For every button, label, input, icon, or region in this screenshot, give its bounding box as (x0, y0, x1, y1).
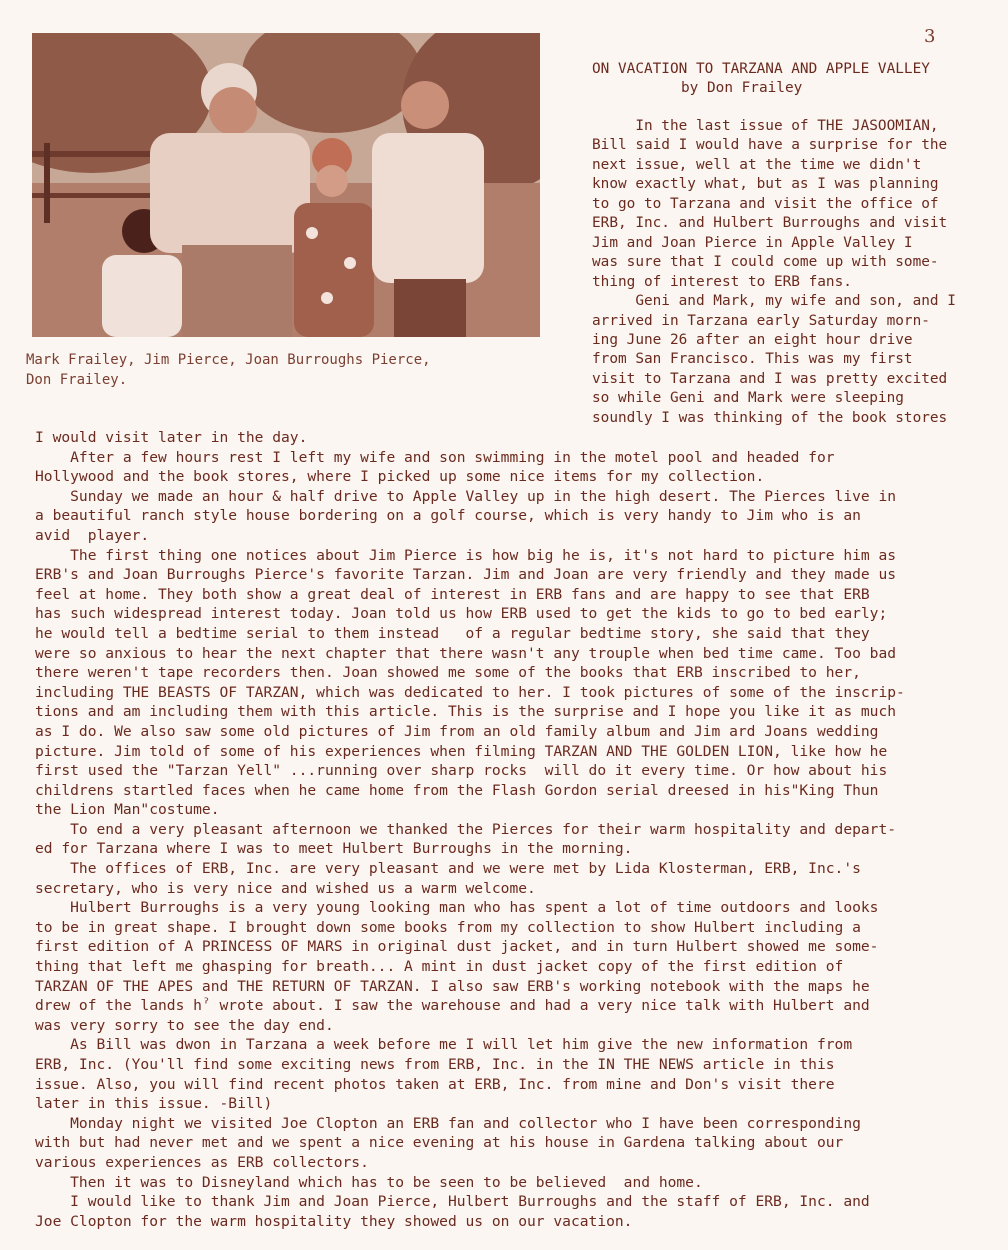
article-photo (32, 33, 540, 337)
body-paragraph (35, 859, 1000, 898)
body-paragraph (35, 1192, 1000, 1231)
body-paragraph (35, 487, 1000, 546)
text-line: know exactly what, but as I was planning (592, 176, 939, 193)
text-line: from San Francisco. This was my first (592, 351, 913, 368)
text-line: thing of interest to ERB fans. (592, 273, 852, 290)
photo-illustration (32, 33, 540, 337)
text-line: he would tell a bedtime serial to them instead of a regular bedtime story, she said that they (35, 624, 870, 642)
text-line: To end a very pleasant afternoon we thanked the Pierces for their warm hospitality and depart- (35, 820, 897, 838)
text-line: secretary, who is very nice and wished us a warm welcome. (35, 879, 536, 897)
text-line: Sunday we made an hour & half drive to Apple Valley up in the high desert. The Pierces live in (35, 487, 897, 505)
article-body-text (35, 428, 1000, 1231)
body-paragraph (35, 1035, 1000, 1113)
text-line: was sure that I could come up with some- (592, 254, 939, 271)
text-line: Then it was to Disneyland which has to be seen to be believed and home. (35, 1173, 703, 1191)
column-paragraph (592, 292, 1002, 428)
text-line: to be in great shape. I brought down some books from my collection to show Hulbert including a (35, 918, 861, 936)
text-line: feel at home. They both show a great deal of interest in ERB fans and are happy to see that ERB (35, 585, 870, 603)
text-line: I would visit later in the day. (35, 429, 308, 446)
text-line: later in this issue. -Bill) (35, 1095, 273, 1113)
text-line: In the last issue of THE JASOOMIAN, (592, 118, 939, 134)
text-line: Bill said I would have a surprise for the (592, 137, 948, 154)
text-line: issue. Also, you will find recent photos taken at ERB, Inc. from mine and Don's visit there (35, 1075, 835, 1093)
body-paragraph (35, 898, 1000, 1035)
text-line: The offices of ERB, Inc. are very pleasant and we were met by Lida Klosterman, ERB, Inc.'s (35, 860, 861, 878)
text-line: soundly I was thinking of the book stores (592, 409, 948, 426)
article-column-text (592, 117, 1002, 428)
text-line: Jim and Joan Pierce in Apple Valley I (592, 234, 913, 251)
text-line: there weren't tape recorders then. Joan showed me some of the books that ERB inscribed to her, (35, 664, 861, 682)
text-line: the Lion Man"costume. (35, 801, 220, 819)
page-number: 3 (924, 26, 936, 47)
text-line: ERB's and Joan Burroughs Pierce's favorite Tarzan. Jim and Joan are very friendly and they made us (35, 566, 897, 584)
text-line: childrens startled faces when he came home from the Flash Gordon serial dreesed in his"King Thun (35, 781, 879, 799)
text-line: drew of the lands hˀ wrote about. I saw the warehouse and had a very nice talk with Hulbert and (35, 997, 870, 1015)
body-paragraph (35, 546, 1000, 820)
article-title: ON VACATION TO TARZANA AND APPLE VALLEY (592, 61, 930, 77)
text-line: Hulbert Burroughs is a very young looking man who has spent a lot of time outdoors and looks (35, 899, 879, 917)
text-line: TARZAN OF THE APES and THE RETURN OF TARZAN. I also saw ERB's working notebook with the maps he (35, 977, 870, 995)
text-line: has such widespread interest today. Joan told us how ERB used to get the kids to go to bed early; (35, 605, 888, 623)
text-line: Geni and Mark, my wife and son, and I (592, 293, 956, 310)
column-paragraph (592, 117, 1002, 292)
body-paragraph (35, 1173, 1000, 1193)
text-line: ERB, Inc. and Hulbert Burroughs and visit (592, 215, 948, 232)
text-line: a beautiful ranch style house bordering on a golf course, which is very handy to Jim who is an (35, 507, 861, 525)
text-line: was very sorry to see the day end. (35, 1016, 334, 1034)
text-line: Joe Clopton for the warm hospitality they showed us on our vacation. (35, 1212, 633, 1230)
text-line: thing that left me ghasping for breath... A mint in dust jacket copy of the first edition of (35, 958, 844, 976)
text-line: I would like to thank Jim and Joan Pierce, Hulbert Burroughs and the staff of ERB, Inc. and (35, 1193, 870, 1211)
text-line: were so anxious to hear the next chapter that there wasn't any trouple when bed time came. Too bad (35, 644, 897, 662)
text-line: ERB, Inc. (You'll find some exciting news from ERB, Inc. in the IN THE NEWS article in this (35, 1056, 835, 1073)
text-line: After a few hours rest I left my wife and son swimming in the motel pool and headed for (35, 448, 835, 466)
text-line: avid player. (35, 526, 150, 544)
text-line: Hollywood and the book stores, where I picked up some nice items for my collection. (35, 468, 765, 486)
body-paragraph (35, 428, 1000, 448)
text-line: arrived in Tarzana early Saturday morn- (592, 312, 930, 329)
text-line: including THE BEASTS OF TARZAN, which was dedicated to her. I took pictures of some of the inscrip- (35, 683, 905, 701)
body-paragraph (35, 448, 1000, 487)
body-paragraph (35, 820, 1000, 859)
text-line: visit to Tarzana and I was pretty excited (592, 370, 948, 387)
text-line: next issue, well at the time we didn't (592, 156, 922, 173)
text-line: ing June 26 after an eight hour drive (592, 331, 913, 348)
article-byline: by Don Frailey (681, 80, 803, 96)
text-line: to go to Tarzana and visit the office of (592, 195, 939, 212)
photo-caption: Mark Frailey, Jim Pierce, Joan Burroughs Pierce, Don Frailey. (26, 352, 431, 388)
text-line: Monday night we visited Joe Clopton an ERB fan and collector who I have been corresponding (35, 1114, 861, 1132)
text-line: first edition of A PRINCESS OF MARS in original dust jacket, and in turn Hulbert showed me some- (35, 938, 879, 956)
body-paragraph (35, 1114, 1000, 1173)
text-line: first used the "Tarzan Yell" ...running over sharp rocks will do it every time. Or how about his (35, 762, 888, 780)
text-line: picture. Jim told of some of his experiences when filming TARZAN AND THE GOLDEN LION, like how he (35, 742, 888, 760)
text-line: The first thing one notices about Jim Pierce is how big he is, it's not hard to picture him as (35, 546, 897, 564)
text-line: various experiences as ERB collectors. (35, 1153, 369, 1171)
text-line: as I do. We also saw some old pictures of Jim from an old family album and Jim ard Joans wedding (35, 722, 879, 740)
text-line: so while Geni and Mark were sleeping (592, 390, 904, 407)
article-header (592, 60, 1002, 98)
text-line: As Bill was dwon in Tarzana a week before me I will let him give the new information from (35, 1036, 853, 1054)
text-line: ed for Tarzana where I was to meet Hulbert Burroughs in the morning. (35, 840, 633, 858)
text-line: tions and am including them with this article. This is the surprise and I hope you like it as much (35, 703, 897, 721)
text-line: with but had never met and we spent a nice evening at his house in Gardena talking about our (35, 1134, 844, 1152)
